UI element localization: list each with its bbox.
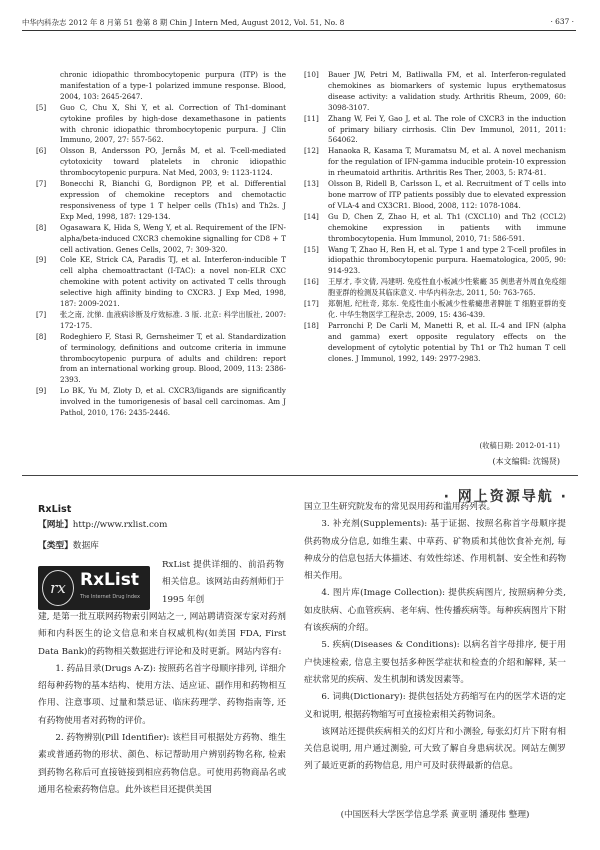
references-column-right [304,70,566,364]
received-date: (收稿日期: 2012-01-11) [479,441,560,450]
reference-entry: chronic idiopathic thrombocytopenic purpura (ITP) is the manifestation of a type-1 polarized immune response. Blood, 2004, 103: 2645-2647. [60,70,286,101]
intro-paragraph-start: RxList 提供详细的、前沿药物相关信息。该网站由药剂师们于 1995 年创 [162,560,284,605]
reference-entry: [12] Hanaoka R, Kasama T, Muramatsu M, et al. A novel mechanism for the regulation of IFN-gamma inducible protein-10 expression in rheumatoid arthritis. Arthritis Res Ther, 2003, 5: R74-81. [304,146,566,178]
reference-entry: [9] Cole KE, Strick CA, Paradis TJ, et al. Interferon-inducible T cell alpha chemoattractant (I-TAC): a novel non-ELR CXC chemokine with potent activity on activated T cells through selective high affinity binding to CXCR3. J Exp Med, 1998, 187: 2009-2021. [36,255,286,309]
reference-entry: [18] Parronchi P, De Carli M, Manetti R, et al. IL-4 and IFN (alpha and gamma) exert opposite regulatory effects on the development of cytolytic potential by Th1 or Th2 human T cell clones. J Immunol, 1992, 149: 2977-2983. [304,320,566,363]
logo-brand-text: RxList [80,570,139,590]
rx-emblem-icon: rx [42,570,74,606]
site-type-value: 数据库 [72,541,99,551]
reference-entry: [7] Bonecchi R, Bianchi G, Bordignon PP, et al. Differential expression of chemokine receptors and chemotactic responsiveness of type 1 T helper cells (Th1s) and Th2s. J Exp Med, 1998, 187: 129-134. [36,179,286,221]
logo-tagline: The Internet Drug Index [80,594,140,600]
reference-entry: [17] 郑朝旭, 纪杜奇, 郑东. 免疫性血小板减少性紫癜患者脾脏 T 细胞亚群的变化. 中华生物医学工程杂志, 2009, 15: 436-439. [304,299,566,319]
article-paragraph: 建, 是第一批互联网药物索引网站之一, 网站聘请资深专家对药剂师和内科医生的论文信息和来自权威机构(如美国 FDA, First Data Bank)的药物相关数据进行评论和及时更新。网站内容有: [38,612,286,657]
reference-entry: [8] Rodeghiero F, Stasi R, Gernsheimer T, et al. Standardization of terminology, definitions and outcome criteria in immune thrombocytopenic purpura of adults and children: report from an international working group. Blood, 2009, 113: 2386-2393. [36,331,286,385]
reference-entry: [13] Olsson B, Ridell B, Carlsson L, et al. Recruitment of T cells into bone marrow of ITP patients possibly due to elevated expression of VLA-4 and CX3CR1. Blood, 2008, 112: 1078-1084. [304,179,566,210]
reference-entry: [16] 王厚才, 李文倩, 冯建明. 免疫性血小板减少性紫癜 35 例患者外周血免疫细胞亚群的检测及其临床意义. 中华内科杂志, 2011, 50: 763-765. [304,277,566,298]
site-type-line [38,538,99,555]
reference-entry: [6] Olsson B, Andersson PO, Jernås M, et al. T-cell-mediated cytotoxicity toward platelets in chronic idiopathic thrombocytopenic purpura. Nat Med, 2003, 9: 1123-1124. [36,146,286,178]
article-paragraph: 1. 药品目录(Drugs A-Z): 按照药名首字母顺序排列, 详细介绍每种药物的基本结构、使用方法、适应证、副作用和药物相互作用、注意事项、过量和禁忌证、临床药理学、药物指南等, 还有药物使用者对药物的评价。 [38,663,286,726]
article-paragraph: 2. 药物辨别(Pill Identifier): 该栏目可根据处方药物、维生素或普通药物的形状、颜色、标记帮助用户辨别药物名称, 检索到药物名称后可直接链接到相应药物信息。可使用药物商品名或通用名检索药物信息。此外该栏目还提供美国 [38,733,286,795]
article-paragraph: 3. 补充剂(Supplements): 基于证据、按照名称首字母顺序提供药物成分信息, 如维生素、中草药、矿物质和其他饮食补充剂, 每种成分的信息包括大体描述、有效性综述、作用机制、安全性和药物相关作用。 [304,519,566,582]
reference-entry: [7] 张之南, 沈悌. 血液病诊断及疗效标准. 3 版. 北京: 科学出版社, 2007: 172-175. [36,309,286,330]
reference-entry: [9] Lo BK, Yu M, Zloty D, et al. CXCR3/ligands are significantly involved in the tumorigenesis of basal cell carcinomas. Am J Pathol, 2010, 176: 2435-2446. [36,386,286,418]
article-column-right [304,499,566,776]
article-paragraph: 4. 图片库(Image Collection): 提供疾病图片, 按照病种分类, 如皮肤病、心血管疾病、老年病、性传播疾病等。每种疾病图片下附有该疾病的介绍。 [304,588,566,634]
article-column-left [38,609,286,799]
compiler-credit: (中国医科大学医学信息学系 黄亚明 潘现伟 整理) [340,810,530,820]
reference-entry: [10] Bauer JW, Petri M, Batliwalla FM, et al. Interferon-regulated chemokines as biomarkers of systemic lupus erythematosus disease activity: a validation study. Arthritis Rheum, 2009, 60: 3098-3107. [304,70,566,112]
type-label: 【类型】 [38,541,73,551]
section-title: · 网上资源导航 · [443,489,568,505]
site-name: RxList [38,504,72,515]
journal-citation: 中华内科杂志 2012 年 8 月第 51 卷第 8 期 Chin J Intern Med, August 2012, Vol. 51, No. 8 [22,18,345,27]
site-url-link[interactable]: http://www.rxlist.com [72,520,168,530]
site-url-line [38,517,167,534]
rxlist-logo [38,566,150,610]
reference-entry: [11] Zhang W, Fei Y, Gao J, et al. The role of CXCR3 in the induction of primary biliary cirrhosis. Clin Dev Immunol, 2011, 2011: 564062. [304,113,566,145]
editor-note: (本文编辑: 沈锡贤) [492,457,560,466]
article-paragraph: 国立卫生研究院发布的常见误用药和滥用药列表。 [304,502,496,512]
running-header [22,14,576,31]
url-label: 【网址】 [38,520,73,530]
page-number: · 637 · [550,17,574,26]
section-divider [22,475,578,476]
article-paragraph: 该网站还提供疾病相关的幻灯片和小测验, 每张幻灯片下附有相关信息说明, 用户通过测验, 可大致了解自身患病状况。网站左侧罗列了最近更新的药物信息, 用户可及时获得最新的信息。 [304,726,566,772]
reference-entry: [15] Wang T, Zhao H, Ren H, et al. Type 1 and type 2 T-cell profiles in idiopathic thrombocytopenic purpura. Haematologica, 2005, 90: 914-923. [304,244,566,276]
references-column-left [36,70,286,419]
reference-entry: [5] Guo C, Chu X, Shi Y, et al. Correction of Th1-dominant cytokine profiles by high-dose dexamethasone in patients with chronic idiopathic thrombocytopenic purpura. J Clin Immuno, 2007, 27: 557-562. [36,102,286,145]
article-paragraph: 6. 词典(Dictionary): 提供包括处方药缩写在内的医学术语的定义和说明, 根据药物缩写可直接检索相关药物词条。 [304,692,566,720]
reference-entry: [8] Ogasawara K, Hida S, Weng Y, et al. Requirement of the IFN-alpha/beta-induced CXCR3 chemokine signalling for CD8 + T cell activation. Genes Cells, 2002, 7: 309-320. [36,222,286,254]
reference-entry: [14] Gu D, Chen Z, Zhao H, et al. Th1 (CXCL10) and Th2 (CCL2) chemokine expression in patients with immune thrombocytopenia. Hum Immunol, 2010, 71: 586-591. [304,211,566,243]
article-paragraph: 5. 疾病(Diseases & Conditions): 以病名首字母排序, 便于用户快速检索, 信息主要包括多种医学症状和检查的介绍和解释, 某一症状常见的疾病、发生机制和诱发因素等。 [304,640,566,685]
